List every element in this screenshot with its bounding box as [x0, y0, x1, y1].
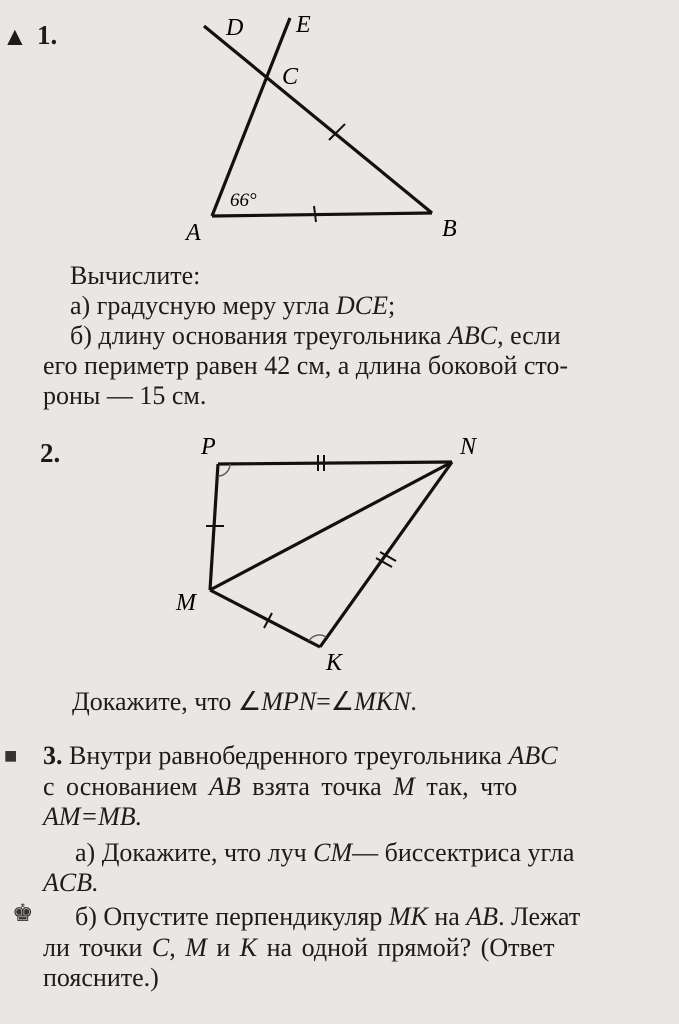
point-label-d: D: [226, 15, 244, 41]
tick-ab: [314, 206, 316, 222]
problem-1-part-b-line-2: его периметр равен 42 см, а длина боковой сто-: [43, 351, 569, 380]
segment-pn: [218, 462, 452, 464]
problem-2-figure: [0, 420, 679, 680]
point-label-e: E: [296, 12, 311, 38]
segment-ea: [212, 18, 290, 216]
square-marker-icon: ■: [4, 743, 18, 768]
segment-mn: [210, 462, 452, 590]
problem-3-part-b-line-1: б) Опустите перпендикуляр MK на AB. Лежат: [75, 902, 581, 931]
problem-3-part-b-line-3: поясните.): [43, 963, 159, 992]
point-label-a: A: [186, 220, 201, 246]
point-label-p: P: [201, 434, 216, 460]
problem-3-line-1: 3. Внутри равнобедренного треугольника ABC: [43, 741, 558, 770]
problem-1-prompt: Вычислите:: [70, 261, 201, 290]
problem-1-part-b-line-3: роны — 15 см.: [43, 381, 207, 410]
angle-label-a: 66°: [230, 190, 257, 211]
segment-ab: [212, 213, 432, 216]
problem-1-number: 1.: [37, 20, 58, 50]
segment-db: [204, 26, 432, 213]
segment-mk: [210, 590, 320, 647]
triangle-marker-icon: ▲: [2, 22, 28, 51]
problem-3-part-b-line-2: ли точки C, M и K на одной прямой? (Ответ: [43, 933, 555, 962]
problem-3-part-a: а) Докажите, что луч CM— биссектриса угла: [75, 838, 575, 867]
problem-3-line-2: с основанием AB взята точка M так, что: [43, 772, 518, 801]
point-label-b: B: [442, 216, 457, 242]
point-label-n: N: [460, 434, 477, 460]
point-label-k: K: [326, 650, 343, 676]
problem-1-part-b-line-1: б) длину основания треугольника ABC, если: [70, 321, 561, 350]
problem-2-number: 2.: [40, 438, 61, 468]
problem-2-prove: Докажите, что ∠MPN=∠MKN.: [72, 687, 417, 716]
angle-arc-p: [218, 464, 230, 476]
crown-marker-icon: ♚: [12, 901, 34, 927]
point-label-m: M: [176, 590, 196, 616]
point-label-c: C: [282, 64, 299, 90]
problem-3-line-3: AM=MB.: [43, 802, 143, 831]
problem-1-figure: [0, 0, 679, 250]
problem-1-part-a: а) градусную меру угла DCE;: [70, 291, 396, 320]
problem-3-part-a-line-2: ACB.: [43, 868, 99, 897]
